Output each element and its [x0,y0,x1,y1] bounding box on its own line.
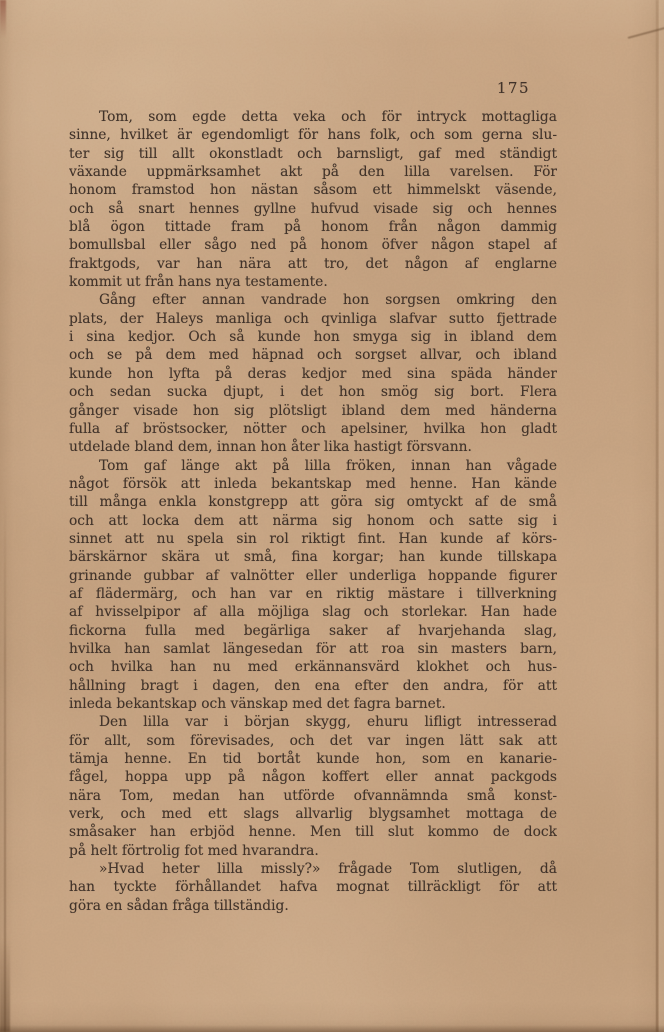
text-line: och att locka dem att närma sig honom och satte sig i [69,512,557,529]
text-line: göra en sådan fråga tillständig. [69,897,289,914]
text-line: fulla af bröstsocker, nötter och apelsiner, hvilka hon gladt [69,420,557,437]
text-line: bomullsbal eller sågo ned på honom öfver någon stapel af [69,237,557,254]
paragraph [69,860,557,915]
paragraph [69,457,557,714]
paragraph [69,291,557,456]
text-line: utdelade bland dem, innan hon åter lika hastigt försvann. [69,439,472,456]
bottom-left-corner-shadow [0,922,10,1032]
right-edge-crease [656,0,658,1032]
text-line: hvilka han samlat längesedan för att roa sin masters barn, [69,640,557,657]
text-line: något försök att inleda bekantskap med henne. Han kände [69,475,557,492]
text-line: fickorna fulla med begärliga saker af hvarjehanda slag, [69,622,557,639]
text-line: bärskärnor skära ut små, fina korgar; han kunde tillskapa [69,549,557,566]
text-line: fågel, hoppa upp på någon koffert eller annat packgods [69,769,557,786]
text-line: och hvilka han nu med erkännansvärd klokhet och hus- [69,659,557,676]
text-line: verk, och med ett slags allvarlig blygsamhet mottaga de [69,806,557,823]
paragraph [69,108,557,291]
text-line: grinande gubbar af valnötter eller underliga hoppande figurer [69,567,557,584]
text-line: inleda bekantskap och vänskap med det fagra barnet. [69,696,446,712]
text-line: i sina kedjor. Och så kunde hon smyga sig in ibland dem [69,329,557,346]
text-line: småsaker han erbjöd henne. Men till slut kommo de dock [69,824,557,841]
text-line: han tyckte förhållandet hafva mognat tillräckligt för att [69,879,557,896]
text-line: sinne, hvilket är egendomligt för hans folk, och som gerna slu- [69,127,557,144]
text-line: fraktgods, var han nära att tro, det någon af englarne [69,255,557,272]
text-line: kommit ut från hans nya testamente. [69,274,328,291]
text-line: honom framstod hon nästan såsom ett himmelskt väsende, [69,182,557,199]
text-line: »Hvad heter lilla missly?» frågade Tom slutligen, då [99,861,557,878]
text-line: sinnet att nu spela sin rol riktigt fint. Han kunde af körs- [69,530,557,547]
paragraph [69,713,557,860]
bottom-page-edge [0,1025,664,1032]
text-line: och sedan sucka djupt, i det hon smög sig bort. Flera [69,384,557,401]
text-line: blå ögon tittade fram på honom från någon dammig [69,219,557,236]
text-line: Gång efter annan vandrade hon sorgsen omkring den [99,292,557,309]
text-line: Den lilla var i början skygg, ehuru lifligt intresserad [99,714,557,731]
top-left-corner-mark [0,0,6,42]
text-line: kunde hon lyfta på deras kedjor med sina späda händer [69,365,557,382]
text-line: hållning bragt i dagen, den ena efter den andra, för att [69,677,557,694]
body-text [69,108,557,915]
text-line: och se på dem med häpnad och sorgset allvar, och ibland [69,347,557,364]
text-line: Tom, som egde detta veka och för intryck mottagliga [99,109,557,125]
text-line: för allt, som förevisades, och det var ingen lätt sak att [69,732,557,749]
text-line: tämja henne. En tid bortåt kunde hon, som en kanarie- [69,751,557,768]
text-line: af flädermärg, och han var en riktig mästare i tillverkning [69,585,557,602]
text-line: gånger visade hon sig plötsligt ibland dem med händerna [69,402,557,419]
page-number: 175 [496,79,530,97]
text-line: och så snart hennes gyllne hufvud visade sig och hennes [69,200,557,217]
text-line: till många enkla konstgrepp att göra sig omtyckt af de små [69,494,557,511]
text-line: Tom gaf länge akt på lilla fröken, innan han vågade [99,457,557,474]
text-line: på helt förtrolig fot med hvarandra. [69,842,319,859]
text-line: plats, der Haleys manliga och qvinliga slafvar sutto fjettrade [69,310,557,327]
right-page-edge [659,0,664,1032]
text-line: nära Tom, medan han utförde ofvannämnda små konst- [69,787,557,804]
text-line: ter sig till allt okonstladt och barnsligt, gaf med ständigt [69,145,557,162]
text-line: af hvisselpipor af alla möjliga slag och storlekar. Han hade [69,604,557,621]
text-line: växande uppmärksamhet akt på den lilla varelsen. För [69,164,557,181]
